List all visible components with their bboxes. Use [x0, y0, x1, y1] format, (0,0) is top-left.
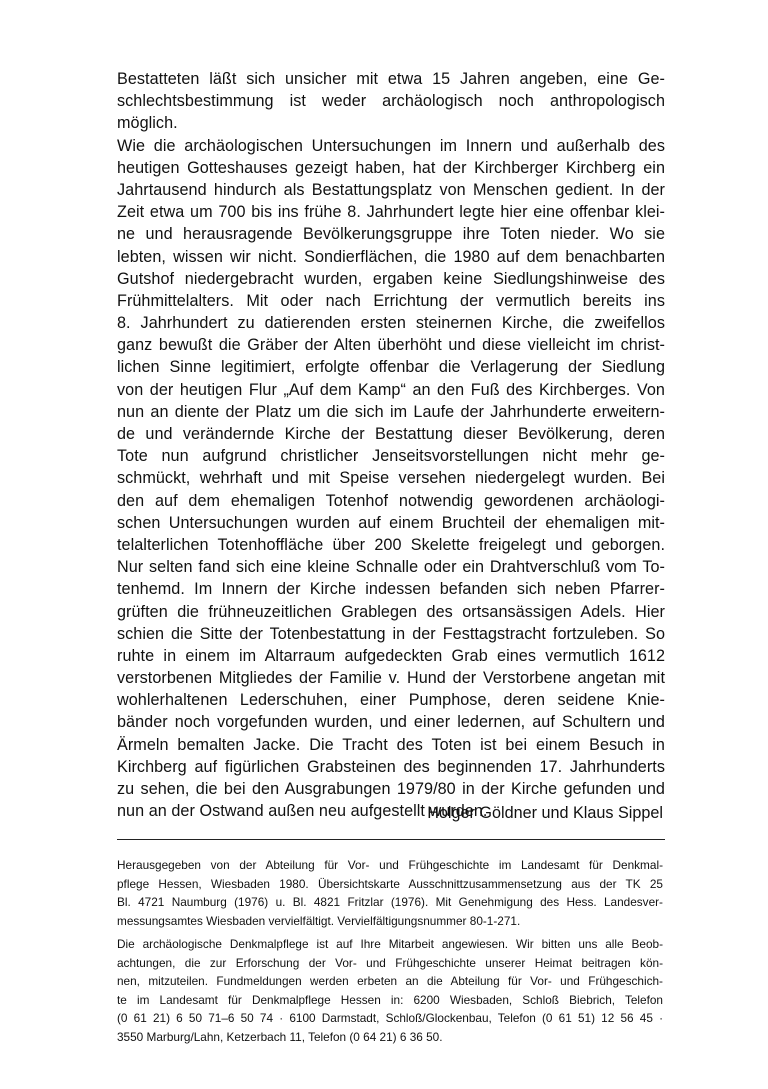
body-line: Jahrtausend hindurch als Bestattungsplatz von Menschen gedient. In der	[117, 180, 665, 199]
body-line: von der heutigen Flur „Auf dem Kamp“ an den Fuß des Kirchberges. Von	[117, 380, 665, 399]
notice-paragraph	[117, 935, 663, 1047]
body-line: verstorbenen Mitgliedes der Familie v. Hund der Verstorbene angetan mit	[117, 669, 665, 688]
body-line: Nur selten fand sich eine kleine Schnalle oder ein Drahtverschluß vom To-	[117, 558, 665, 577]
body-line: tenhemd. Im Innern der Kirche indessen befanden sich neben Pfarrer-	[117, 580, 665, 599]
body-line: lebten, wissen wir nicht. Sondierflächen, die 1980 auf dem benachbarten	[117, 247, 665, 266]
body-line: de und verändernde Kirche der Bestattung dieser Bevölkerung, deren	[117, 425, 665, 443]
imprint-line: Bl. 4721 Naumburg (1976) u. Bl. 4821 Fritzlar (1976). Mit Genehmigung des Hess. Landesver-	[117, 895, 663, 910]
body-line: heutigen Gotteshauses gezeigt haben, hat der Kirchberger Kirchberg ein	[117, 158, 665, 177]
notice-line: Die archäologische Denkmalpflege ist auf Ihre Mitarbeit angewiesen. Wir bitten uns alle Beob-	[117, 937, 663, 951]
body-line: schien die Sitte der Totenbestattung in der Festtagstracht fortzuleben. So	[117, 624, 665, 643]
body-text	[117, 68, 665, 822]
body-line: telalterlichen Totenhoffläche über 200 Skelette freigelegt und geborgen.	[117, 535, 665, 554]
body-line: ganz bewußt die Gräber der Alten überhöht und diese vielleicht im christ-	[117, 336, 665, 355]
body-line: Kirchberg auf figürlichen Grabsteinen des beginnenden 17. Jahrhunderts	[117, 757, 665, 776]
body-line: Gutshof niedergebracht wurden, ergaben keine Siedlungshinweise des	[117, 269, 665, 288]
notice-line: achtungen, die zur Erforschung der Vor- und Frühgeschichte unserer Heimat beitragen kön-	[117, 955, 663, 970]
notice-line: nen, mitzuteilen. Fundmeldungen werden erbeten an die Abteilung für Vor- und Frühgeschich-	[117, 974, 663, 989]
body-line: ne und herausragende Bevölkerungsgruppe ihre Toten nieder. Wo sie	[117, 225, 665, 244]
author-signature: Holger Göldner und Klaus Sippel	[427, 804, 663, 822]
imprint-line: Herausgegeben von der Abteilung für Vor- und Frühgeschichte im Landesamt für Denkmal-	[117, 858, 663, 872]
body-line: grüften die frühneuzeitlichen Grablegen des ortsansässigen Adels. Hier	[117, 602, 665, 621]
divider-rule	[117, 839, 665, 840]
body-line: möglich.	[117, 114, 178, 133]
body-line: bänder noch vorgefunden wurden, und einer ledernen, auf Schultern und	[117, 713, 665, 732]
body-line: Wie die archäologischen Untersuchungen im Innern und außerhalb des	[117, 136, 665, 155]
body-line: nun an diente der Platz um die sich im Laufe der Jahrhunderte erweitern-	[117, 402, 665, 421]
body-line: 8. Jahrhundert zu datierenden ersten steinernen Kirche, die zweifellos	[117, 314, 665, 333]
body-line: zu sehen, die bei den Ausgrabungen 1979/80 in der Kirche gefunden und	[117, 780, 665, 798]
imprint-line: pflege Hessen, Wiesbaden 1980. Übersichtskarte Ausschnittzusammensetzung aus der TK 25	[117, 876, 663, 891]
notice-line: te im Landesamt für Denkmalpflege Hessen in: 6200 Wiesbaden, Schloß Biebrich, Telefon	[117, 992, 663, 1007]
body-line: Bestatteten läßt sich unsicher mit etwa 15 Jahren angeben, eine Ge-	[117, 70, 665, 88]
body-line: lichen Sinne legitimiert, erfolgte offenbar die Verlagerung der Siedlung	[117, 358, 665, 377]
body-line: den auf dem ehemaligen Totenhof notwendig gewordenen archäologi-	[117, 491, 665, 510]
body-line: schen Untersuchungen wurden auf einem Bruchteil der ehemaligen mit-	[117, 513, 665, 532]
body-line: ruhte in einem im Altarraum aufgedeckten Grab eines vermutlich 1612	[117, 646, 665, 665]
body-line: Ärmeln bemalten Jacke. Die Tracht des Toten ist bei einem Besuch in	[117, 735, 665, 754]
body-line: Zeit etwa um 700 bis ins frühe 8. Jahrhundert legte hier eine offenbar klei-	[117, 203, 665, 222]
notice-line: 3550 Marburg/Lahn, Ketzerbach 11, Telefon (0 64 21) 6 36 50.	[117, 1029, 443, 1044]
body-line: schlechtsbestimmung ist weder archäologisch noch anthropologisch	[117, 92, 665, 111]
body-line: schmückt, wehrhaft und mit Speise versehen niedergelegt wurden. Bei	[117, 469, 665, 488]
notice-line: (0 61 21) 6 50 71–6 50 74 · 6100 Darmstadt, Schloß/Glockenbau, Telefon (0 61 51) 12 56 45 ·	[117, 1011, 663, 1026]
body-line: Tote nun aufgrund christlicher Jenseitsvorstellungen nicht mehr ge-	[117, 447, 665, 466]
imprint-paragraph	[117, 856, 663, 930]
body-line: nun an der Ostwand außen neu aufgestellt wurden.	[117, 802, 488, 821]
imprint-line: messungsamtes Wiesbaden vervielfältigt. Vervielfältigungsnummer 80-1-271.	[117, 913, 521, 928]
body-line: Frühmittelalters. Mit oder nach Errichtung der vermutlich bereits ins	[117, 291, 665, 310]
body-line: wohlerhaltenen Lederschuhen, einer Pumphose, deren seidene Knie-	[117, 691, 665, 710]
